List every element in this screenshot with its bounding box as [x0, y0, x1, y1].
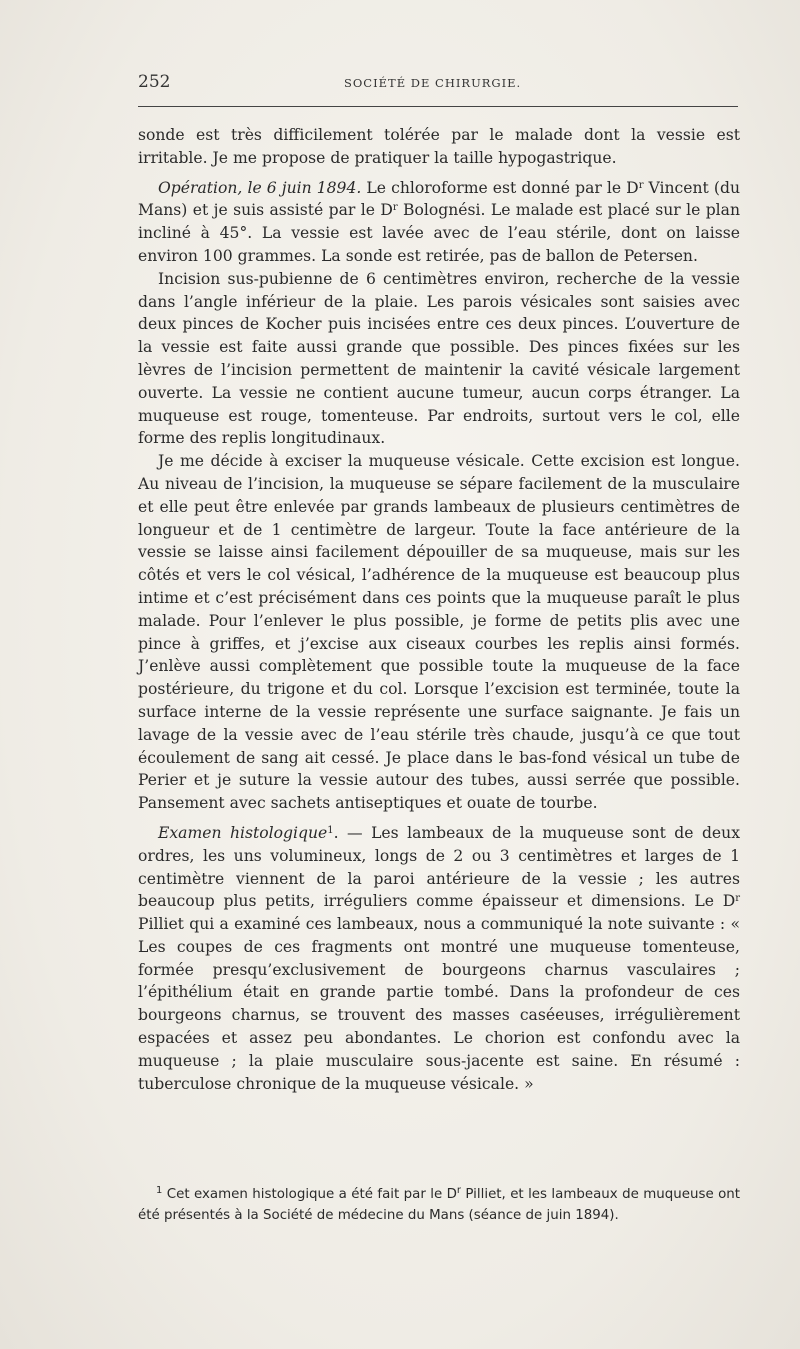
paragraph-text: sonde est très difficilement tolérée par le malade dont la vessie est irritable. Je me propose de pratiquer la taille hypogastrique.: [138, 126, 740, 167]
page-number: 252: [138, 72, 171, 92]
superscript: r: [638, 179, 644, 191]
footnote-text: Pilliet, et les lambeaux de muqueuse ont été présentés à la Société de médecine du Mans (séance de juin 1894).: [138, 1187, 741, 1223]
paragraph-continuation: [138, 124, 740, 170]
footnote-reference: 1: [327, 824, 334, 836]
paragraph-excision: [138, 450, 740, 815]
histology-heading: Examen histologique: [158, 823, 328, 842]
footnote-text: Cet examen histologique a été fait par le D: [162, 1187, 457, 1202]
superscript: r: [392, 202, 398, 214]
footnote: [138, 1184, 740, 1226]
paragraph-text: . — Les lambeaux de la muqueuse sont de deux ordres, les uns volumineux, longs de 2 ou 3 centimètres et larges de 1 centimètre viennent de la paroi antérieure de la vessie ; les autres beaucoup plus petits, irréguliers comme épaisseur et dimensions. Le D: [138, 823, 740, 911]
paragraph-operation: [138, 177, 740, 268]
paragraph-text: Bolognési. Le malade est placé sur le plan incliné à 45°. La vessie est lavée avec de l’eau stérile, dont on laisse environ 100 grammes. La sonde est retirée, pas de ballon de Petersen.: [138, 201, 741, 265]
paragraph-text: Je me décide à exciser la muqueuse vésicale. Cette excision est longue. Au niveau de l’incision, la muqueuse se sépare facilement de la musculaire et elle peut être enlevée par grands lambeaux de plusieurs centimètres de longueur et de 1 centimètre de largeur. Toute la face antérieure de la vessie se laisse ainsi facilement dépouiller de sa muqueuse, mais sur les côtés et vers le col vésical, l’adhérence de la muqueuse est beaucoup plus intime et c’est précisément dans ces points que la muqueuse paraît le plus malade. Pour l’enlever le plus possible, je forme de petits plis avec une pince à griffes, et j’excise aux ciseaux courbes les replis ainsi formés. J’enlève aussi complètement que possible toute la muqueuse de la face postérieure, du trigone et du col. Lorsque l’excision est terminée, toute la surface interne de la vessie représente une surface saignante. Je fais un lavage de la vessie avec de l’eau stérile très chaude, jusqu’à ce que tout écoulement de sang ait cessé. Je place dans le bas-fond vésical un tube de Perier et je suture la vessie autour des tubes, aussi serrée que possible. Pansement avec sachets antiseptiques et ouate de tourbe.: [138, 452, 740, 813]
header-rule: [138, 106, 738, 107]
operation-heading: Opération, le 6 juin 1894.: [158, 178, 362, 197]
page-header: [138, 72, 738, 98]
paragraph-incision: [138, 268, 740, 450]
paragraph-text: Incision sus-pubienne de 6 centimètres environ, recherche de la vessie dans l’angle inférieur de la plaie. Les parois vésicales sont saisies avec deux pinces de Kocher puis incisées entre ces deux pinces. L’ouverture de la vessie est faite aussi grande que possible. Des pinces fixées sur les lèvres de l’incision permettent de maintenir la cavité vésicale largement ouverte. La vessie ne contient aucune tumeur, aucun corps étranger. La muqueuse est rouge, tomenteuse. Par endroits, surtout vers le col, elle forme des replis longitudinaux.: [138, 269, 740, 448]
running-head: SOCIÉTÉ DE CHIRURGIE.: [344, 76, 522, 90]
paragraph-text: Vincent (du Mans) et je suis assisté par le D: [138, 178, 741, 220]
superscript: r: [456, 1185, 462, 1196]
superscript: r: [735, 893, 740, 905]
footnote-marker: 1: [156, 1185, 163, 1196]
body-text: [138, 124, 740, 1095]
paragraph-text: Pilliet qui a examiné ces lambeaux, nous a communiqué la note suivante : « Les coupes de ces fragments ont montré une muqueuse tomenteuse, formée presqu’exclusivement de bourgeons charnus vasculaires ; l’épithélium était en grande partie tombé. Dans la profondeur de ces bourgeons charnus, se trouvent des masses caséeuses, irrégulièrement espacées et assez peu abondantes. Le chorion est confondu avec la muqueuse ; la plaie musculaire sous-jacente est saine. En résumé : tuberculose chronique de la muqueuse vésicale. »: [138, 915, 740, 1093]
paragraph-text: Le chloroforme est donné par le D: [361, 178, 639, 197]
paragraph-histology: [138, 822, 740, 1096]
